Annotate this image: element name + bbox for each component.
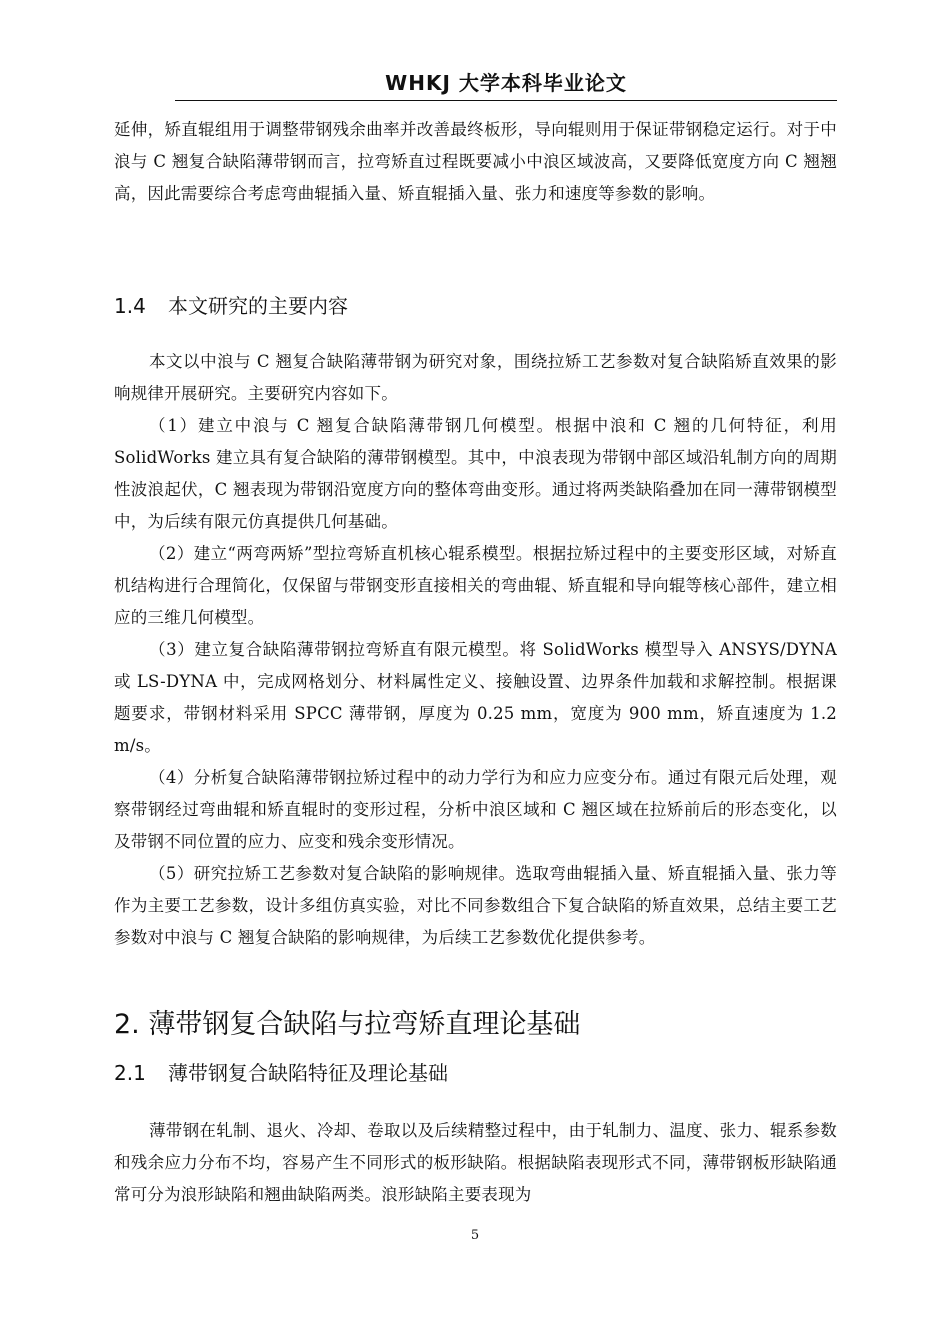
section-heading-1-4	[114, 292, 348, 320]
chapter-heading-2	[114, 1007, 580, 1043]
paragraph-item-2: （2）建立“两弯两矫”型拉弯矫直机核心辊系模型。根据拉矫过程中的主要变形区域，对矫直机结构进行合理简化，仅保留与带钢变形直接相关的弯曲辊、矫直辊和导向辊等核心部件，建立相应的三维几何模型。	[114, 544, 837, 627]
running-header: WHKJ 大学本科毕业论文	[385, 71, 627, 95]
section-title: 本文研究的主要内容	[168, 294, 348, 318]
paragraph-item-3: （3）建立复合缺陷薄带钢拉弯矫直有限元模型。将 SolidWorks 模型导入 ANSYS/DYNA 或 LS-DYNA 中，完成网格划分、材料属性定义、接触设置、边界条件加载和求解控制。根据课题要求，带钢材料采用 SPCC 薄带钢，厚度为 0.25 mm，宽度为 900 mm，矫直速度为 1.2 m/s。	[114, 640, 837, 755]
section-number: 2.1	[114, 1061, 146, 1085]
chapter-title: 薄带钢复合缺陷与拉弯矫直理论基础	[148, 1009, 581, 1040]
chapter-number: 2.	[114, 1009, 140, 1040]
section-heading-2-1	[114, 1059, 448, 1087]
page-number: 5	[470, 1228, 480, 1243]
paragraph-item-5: （5）研究拉矫工艺参数对复合缺陷的影响规律。选取弯曲辊插入量、矫直辊插入量、张力等作为主要工艺参数，设计多组仿真实验，对比不同参数组合下复合缺陷的矫直效果，总结主要工艺参数对中浪与 C 翘复合缺陷的影响规律，为后续工艺参数优化提供参考。	[114, 864, 837, 947]
header-rule	[175, 100, 837, 101]
paragraph-item-1: （1）建立中浪与 C 翘复合缺陷薄带钢几何模型。根据中浪和 C 翘的几何特征，利用 SolidWorks 建立具有复合缺陷的薄带钢模型。其中，中浪表现为带钢中部区域沿轧制方向的周期性波浪起伏，C 翘表现为带钢沿宽度方向的整体弯曲变形。通过将两类缺陷叠加在同一薄带钢模型中，为后续有限元仿真提供几何基础。	[114, 416, 837, 531]
section-number: 1.4	[114, 294, 146, 318]
paragraph-item-4: （4）分析复合缺陷薄带钢拉矫过程中的动力学行为和应力应变分布。通过有限元后处理，观察带钢经过弯曲辊和矫直辊时的变形过程，分析中浪区域和 C 翘区域在拉矫前后的形态变化，以及带钢不同位置的应力、应变和残余变形情况。	[114, 768, 837, 851]
paragraph-intro: 本文以中浪与 C 翘复合缺陷薄带钢为研究对象，围绕拉矫工艺参数对复合缺陷矫直效果的影响规律开展研究。主要研究内容如下。	[114, 352, 837, 403]
section-title: 薄带钢复合缺陷特征及理论基础	[168, 1061, 448, 1085]
paragraph-continuation: 延伸，矫直辊组用于调整带钢残余曲率并改善最终板形，导向辊则用于保证带钢稳定运行。对于中浪与 C 翘复合缺陷薄带钢而言，拉弯矫直过程既要减小中浪区域波高，又要降低宽度方向 C 翘翘高，因此需要综合考虑弯曲辊插入量、矫直辊插入量、张力和速度等参数的影响。	[114, 120, 837, 203]
paragraph-2-1: 薄带钢在轧制、退火、冷却、卷取以及后续精整过程中，由于轧制力、温度、张力、辊系参数和残余应力分布不均，容易产生不同形式的板形缺陷。根据缺陷表现形式不同，薄带钢板形缺陷通常可分为浪形缺陷和翘曲缺陷两类。浪形缺陷主要表现为	[114, 1121, 837, 1204]
